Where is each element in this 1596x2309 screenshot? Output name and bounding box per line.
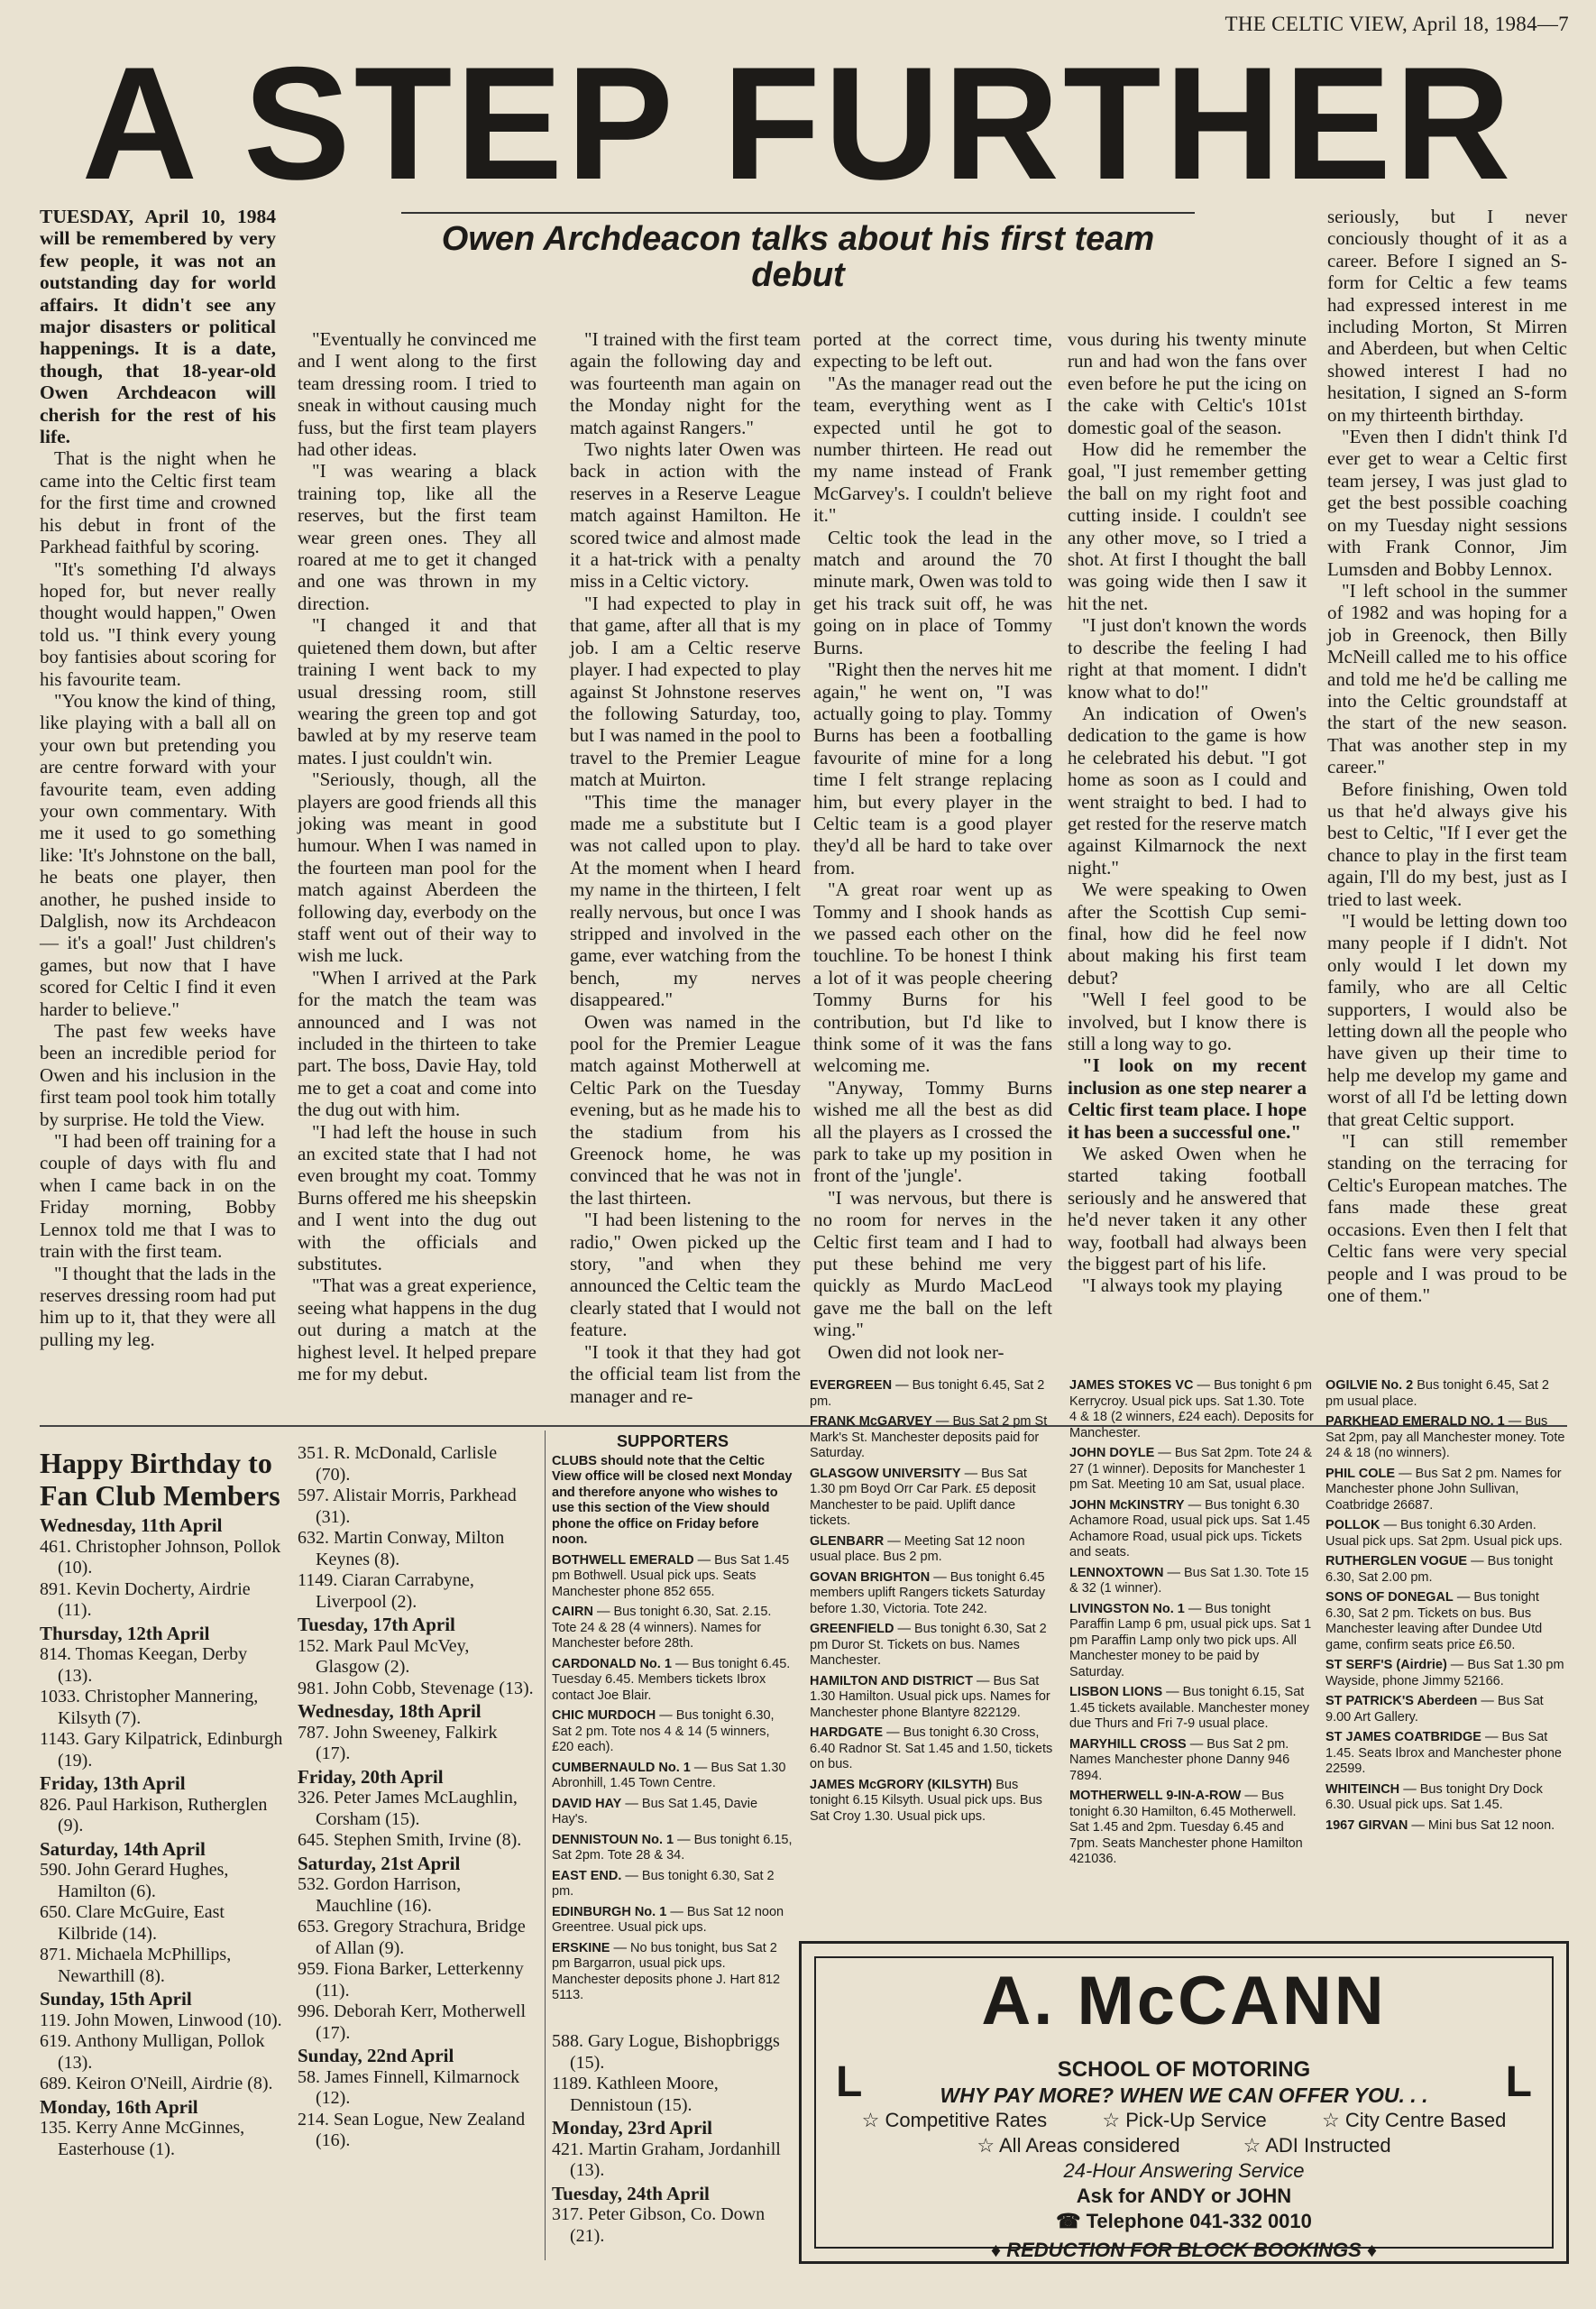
club-name: CARDONALD No. 1 [552,1656,672,1671]
birthday-entry: 1189. Kathleen Moore, Dennistoun (15). [552,2074,719,2115]
birthday-entry: 152. Mark Paul McVey, Glasgow (2). [298,1635,470,1677]
birthday-entry: 1143. Gary Kilpatrick, Edinburgh (19). [40,1729,283,1771]
club-notice: — Bus tonight 6.30 Achamore Road, usual pick ups. Sat 1.45 Achamore Road, usual pick ups. Tickets and seats. [1069,1497,1310,1559]
supporters-notice-item [552,1905,793,1936]
club-name: WHITEINCH [1325,1781,1400,1797]
birthday-date-heading: Thursday, 12th April [40,1622,210,1644]
birthday-entry: 135. Kerry Anne McGinnes, Easterhouse (1). [40,2118,245,2159]
article-paragraph: "When I arrived at the Park for the match the team was announced and I was not included in the thirteen to take part. The boss, Davie Hay, told me to get a coat and come into the dug out with him. [298,966,537,1121]
supporters-notice-item [1325,1590,1567,1653]
arrow-icon: ♦ [990,2239,1007,2261]
club-name: DENNISTOUN No. 1 [552,1832,674,1847]
club-name: PARKHEAD EMERALD NO. 1 [1325,1414,1505,1429]
article-paragraph: An indication of Owen's dedication to the game is how he celebrated his debut. "I got home as soon as I could and went straight to bed. I had to get rested for the reserve match against Kilmarnock the next night." [1068,702,1307,879]
article-paragraph: That is the night when he came into the Celtic first team for the first time and crowned his debut in front of the Parkhead faithful by scoring. [40,447,276,558]
supporters-notice-item [552,1869,793,1900]
article-paragraph: "I always took my playing [1082,1274,1283,1297]
club-notice: — Bus tonight 6.30, Sat. 2.15. Tote 24 & 28 (4 winners). Names for Manchester before 28th. [552,1605,772,1651]
club-name: ST JAMES COATBRIDGE [1325,1730,1481,1744]
birthday-column-a [40,1513,283,2160]
supporters-heading: SUPPORTERS [616,1432,729,1450]
supporters-notice-item [1069,1685,1315,1733]
article-paragraph: "I just don't known the words to describe the feeling I had right at that moment. I didn't know what to do!" [1068,614,1307,703]
supporters-notice-item [1069,1378,1315,1441]
advert-feature: ☆ Competitive Rates [861,2109,1048,2131]
birthday-entry: 588. Gary Logue, Bishopbriggs (15). [552,2031,780,2073]
club-name: JOHN McKINSTRY [1069,1497,1185,1513]
article-paragraph: "I was nervous, but there is no room for nerves in the Celtic first team and I had to put these behind me very quickly as Murdo MacLeod gave me the ball on the left wing." [813,1186,1052,1341]
club-notice: — Bus Sat 2 pm. Names Manchester phone Danny 946 7894. [1069,1736,1290,1783]
club-notice: — Bus tonight Dry Dock 6.30. Usual pick ups. Sat 1.45. [1325,1781,1543,1812]
club-notice: — Bus Sat 1.45. Seats Ibrox and Manchester phone 22599. [1325,1730,1562,1776]
article-paragraph: "I thought that the lads in the reserves dressing room had put him up to it, that they were all pulling my leg. [40,1262,276,1350]
article-column-1 [40,206,276,1350]
club-notice: — Bus Sat 2 pm. Names for Manchester phone John Sullivan, Coatbridge 26687. [1325,1466,1562,1513]
club-name: PHIL COLE [1325,1466,1396,1481]
article-paragraph: "I was wearing a black training top, like all the reserves, but the first team wear green ones. They all roared at me to get it changed and one was thrown in my direction. [298,460,537,614]
birthday-column-c [552,2031,793,2247]
supporters-notice-item [1069,1737,1315,1785]
supporters-notice-item [1325,1730,1567,1778]
article-paragraph: We were speaking to Owen after the Scottish Cup semi-final, how did he feel now about making his first team debut? [1068,879,1307,989]
supporters-notice-item [552,1605,793,1652]
article-paragraph: Celtic took the lead in the match and around the 70 minute mark, Owen was told to get his track suit off, he was going on in place of Tommy Burns. [813,526,1052,658]
club-name: GLENBARR [810,1533,885,1549]
club-name: JOHN DOYLE [1069,1446,1155,1460]
club-notice: — Bus tonight 6.30, Sat 2.00 pm. [1325,1554,1554,1585]
birthday-title: Happy Birthday to Fan Club Members [40,1447,280,1512]
birthday-date-heading: Saturday, 14th April [40,1837,206,1860]
subheadline: Owen Archdeacon talks about his first team debut [401,212,1195,293]
club-notice: — No bus tonight, bus Sat 2 pm Bargarron, usual pick ups. Manchester deposits phone J. Hart 812 5113. [552,1940,781,2002]
club-name: JAMES STOKES VC [1069,1378,1194,1393]
advert-name: A. McCANN [981,1963,1387,2039]
birthday-entry: 645. Stephen Smith, Irvine (8). [298,1830,522,1850]
advert-slogan: WHY PAY MORE? WHEN WE CAN OFFER YOU. . . [940,2084,1428,2107]
club-name: ERSKINE [552,1940,610,1955]
birthday-entry: 351. R. McDonald, Carlisle (70). [298,1443,498,1485]
birthday-date-heading: Sunday, 15th April [40,1988,192,2010]
advert-feature: ☆ Pick-Up Service [1102,2109,1267,2131]
club-notice: — Bus Sat 1.45 pm Bothwell. Usual pick ups. Seats Manchester phone 852 655. [552,1552,790,1599]
supporters-notice-item [1069,1498,1315,1561]
supporters-notice-item [1069,1789,1315,1868]
birthday-date-heading: Monday, 16th April [40,2095,198,2118]
article-paragraph: "I look on my recent inclusion as one step nearer a Celtic first team place. I hope it has been a successful one." [1068,1054,1307,1143]
supporters-notice: CLUBS should note that the Celtic View office will be closed next Monday and therefore anyone who wishes to use this section of the View should phone the office on Friday before noon. [552,1453,793,1547]
club-name: MARYHILL CROSS [1069,1736,1187,1752]
birthday-date-heading: Tuesday, 17th April [298,1614,455,1635]
article-column-4 [813,328,1052,1363]
article-paragraph: "I had been off training for a couple of days with flu and when I came back in on the Friday morning, Bobby Lennox told me that I was to train with the first team. [40,1130,276,1263]
birthday-entry: 597. Alistair Morris, Parkhead (31). [298,1486,517,1527]
supporters-notice-item [810,1674,1053,1722]
club-name: HAMILTON AND DISTRICT [810,1673,973,1688]
birthday-entry: 119. John Mowen, Linwood (10). [40,2010,282,2030]
club-name: MOTHERWELL 9-IN-A-ROW [1069,1789,1242,1803]
birthday-entry: 214. Sean Logue, New Zealand (16). [298,2109,526,2150]
club-notice: — Bus tonight 6.30, Sat 2 pm. Tickets on bus. Bus Manchester leaving after Dundee Utd game, confirm seats price £6.50. [1325,1590,1543,1652]
birthday-date-heading: Monday, 23rd April [552,2117,712,2139]
club-notice: — Bus Sat 2pm, pay all Manchester money. Tote 24 & 18 (no winners). [1325,1414,1565,1460]
supporters-notice-item [810,1467,1053,1530]
club-name: ST PATRICK'S Aberdeen [1325,1694,1478,1708]
birthday-entry: 787. John Sweeney, Falkirk (17). [298,1722,498,1763]
birthday-entry: 650. Clare McGuire, East Kilbride (14). [40,1902,225,1944]
supporters-notice-item [552,1797,793,1828]
article-paragraph: "Anyway, Tommy Burns wished me all the best as did all the players as I crossed the park to take up my position in front of the 'jungle'. [813,1076,1052,1187]
column-divider [545,1430,546,2260]
club-notice: — Bus tonight 6.30, Sat 2 pm Duror St. Tickets on bus. Names Manchester. [810,1622,1047,1668]
article-paragraph: Two nights later Owen was back in action with the reserves in a Reserve League match against Hamilton. He scored twice and almost made it a hat-trick with a penalty miss in a Celtic victory. [570,438,801,593]
club-name: EAST END. [552,1868,622,1883]
article-paragraph: "As the manager read out the team, everything went as I expected until he got to number thirteen. He read out my name instead of Frank McGarvey's. I couldn't believe it." [813,372,1052,527]
club-name: POLLOK [1325,1518,1380,1532]
supporters-notice-item [810,1378,1053,1410]
advert-feature: ☆ ADI Instructed [1243,2134,1391,2157]
supporters-notice-item [810,1534,1053,1566]
article-paragraph: "I left school in the summer of 1982 and was hoping for a job in Greenock, then Billy McNeill called me to his office and told me he'd be calling me into the Celtic groundstaff at the start of the new season. That was another step in my career." [1327,579,1567,778]
advert-service: 24-Hour Answering Service [1063,2159,1305,2182]
club-name: CUMBERNAULD No. 1 [552,1760,691,1775]
club-name: CAIRN [552,1605,593,1619]
birthday-entry: 532. Gordon Harrison, Mauchline (16). [298,1874,462,1916]
advert-feature: ☆ All Areas considered [977,2134,1180,2157]
article-paragraph: Owen was named in the pool for the Premier League match against Motherwell at Celtic Park on the Tuesday evening, but as he made his to the stadium from his Greenock home, he was convinced that he was not in the last thirteen. [570,1010,801,1209]
article-paragraph: ported at the correct time, expecting to be left out. [813,328,1052,373]
club-notice: — Bus Sat 12 noon Greentree. Usual pick ups. [552,1904,784,1935]
article-paragraph: "I had expected to play in that game, after all that is my job. I am a Celtic reserve player. I had expected to play against St Johnstone reserves the following Saturday, too, but I was named in the pool to travel to the Premier League match at Muirton. [570,592,801,791]
supporters-notice-item [1069,1602,1315,1681]
supporters-notice-item [552,1761,793,1792]
supporters-notice-item [810,1570,1053,1618]
article-paragraph: "I took it that they had got the official team list from the manager and re- [570,1340,801,1407]
supporters-column-b [810,1378,1053,1829]
supporters-notice-item [1069,1566,1315,1597]
club-name: GREENFIELD [810,1622,894,1636]
article-paragraph: "I can still remember standing on the terracing for Celtic's European matches. The fans made these great occasions. Even then I felt that Celtic fans were very special people and I was proud to be one of them." [1327,1130,1567,1306]
supporters-notice-item [1325,1658,1567,1689]
club-name: ST SERF'S (Airdrie) [1325,1658,1447,1672]
supporters-notice-item [552,1708,793,1756]
club-name: 1967 GIRVAN [1325,1817,1408,1833]
birthday-entry: 461. Christopher Johnson, Pollok (10). [40,1536,281,1578]
birthday-column-b [298,1443,534,2152]
club-notice: — Bus Sat 1.30. Tote 15 & 32 (1 winner). [1069,1565,1309,1596]
article-paragraph: "That was a great experience, seeing what happens in the dug out during a match at the highest level. It helped prepare me for my debut. [298,1274,537,1385]
supporters-notice-item [1069,1446,1315,1494]
club-name: HARDGATE [810,1725,884,1740]
club-name: GLASGOW UNIVERSITY [810,1466,961,1481]
club-name: DAVID HAY [552,1796,622,1811]
club-notice: — Bus Sat 1.30 Abronhill, 1.45 Town Centre. [552,1760,786,1790]
supporters-notice-item [1325,1378,1567,1410]
article-paragraph: seriously, but I never conciously thought of it as a career. Before I signed an S-form for Celtic a few teams had expressed interest in me including Morton, St Mirren and Aberdeen, but when Celtic showed interest I had no hesitation, I signed an S-form on my thirteenth birthday. [1327,206,1567,426]
birthday-entry: 959. Fiona Barker, Letterkenny (11). [298,1959,524,2001]
birthday-entry: 981. John Cobb, Stevenage (13). [298,1678,534,1698]
headline: A STEP FURTHER [81,33,1515,213]
club-notice: — Bus tonight 6.45 members uplift Rangers tickets Saturday before 1.30, Victoria. Tote 242. [810,1569,1046,1616]
birthday-date-heading: Wednesday, 18th April [298,1700,482,1722]
club-notice: — Bus tonight 6.30, Sat 2 pm. Tote nos 4 & 14 (5 winners, £20 each). [552,1708,775,1754]
club-notice: — Bus tonight 6 pm Kerrycroy. Usual pick ups. Sat 1.30. Tote 4 & 18 (2 winners, £24 each). Deposits for Manchester. [1069,1378,1314,1440]
club-notice: — Bus tonight 6.30 Cross, 6.40 Radnor St. Sat 1.45 and 1.50, tickets on bus. [810,1725,1053,1771]
birthday-entry: 814. Thomas Keegan, Derby (13). [40,1644,248,1686]
club-name: FRANK McGARVEY [810,1414,932,1429]
article-paragraph: "You know the kind of thing, like playing with a ball all on your own but pretending you are centre forward with your favourite team, even adding your own commentary. With me it used to go something like: 'It's Johnstone on the ball, he beats one player, then another, he pushed inside to Dalglish, now its Archdeacon — it's a goal!' Just children's games, but now that I have scored for Celtic I find it even harder to believe." [40,689,276,1020]
article-column-6 [1327,206,1567,1306]
club-name: RUTHERGLEN VOGUE [1325,1554,1468,1568]
article-paragraph: "It's something I'd always hoped for, but never really thought would happen," Owen told us. "I think every young boy fantisies about scoring for his favourite team. [40,557,276,690]
supporters-notice-item [552,1657,793,1705]
supporters-notice-item [1325,1518,1567,1550]
supporters-notice-item [810,1414,1053,1462]
club-name: SONS OF DONEGAL [1325,1590,1454,1605]
club-name: EVERGREEN [810,1378,893,1393]
article-paragraph: "I had been listening to the radio," Owen picked up the story, "and when they announced the Celtic team the clearly stated that I would not feature. [570,1209,801,1341]
supporters-notice-item [810,1725,1053,1773]
advert-reduction: ♦ REDUCTION FOR BLOCK BOOKINGS ♦ [990,2239,1378,2261]
club-notice: — Meeting Sat 12 noon usual place. Bus 2 pm. [810,1533,1025,1564]
birthday-entry: 632. Martin Conway, Milton Keynes (8). [298,1528,505,1569]
club-name: LENNOXTOWN [1069,1565,1164,1580]
club-name: GOVAN BRIGHTON [810,1569,931,1585]
birthday-entry: 871. Michaela McPhillips, Newarthill (8). [40,1945,232,1986]
club-notice: — Bus Sat 2pm. Tote 24 & 27 (1 winner). Deposits for Manchester 1 pm Sat. Meeting 10 am Sat, usual place. [1069,1446,1312,1492]
article-paragraph: The past few weeks have been an incredible period for Owen and his inclusion in the first team pool took him totally by surprise. He told the View. [40,1020,276,1130]
advert-school: SCHOOL OF MOTORING [1057,2057,1311,2082]
birthday-entry: 891. Kevin Docherty, Airdrie (11). [40,1578,251,1620]
club-notice: — Bus Sat 1.30 pm Boyd Orr Car Park. £5 deposit Manchester to be paid. Uplift dance tickets. [810,1466,1036,1528]
article-paragraph: Before finishing, Owen told us that he'd always give his best to Celtic, "If I ever get the chance to play in the first team again, I'll do my best, just as I tried to last week. [1327,777,1567,910]
birthday-entry: 590. John Gerard Hughes, Hamilton (6). [40,1860,229,1901]
club-notice: — Mini bus Sat 12 noon. [1408,1817,1555,1833]
club-name: CHIC MURDOCH [552,1708,656,1723]
club-name: JAMES McGRORY (KILSYTH) [810,1777,993,1792]
club-notice: Bus tonight 6.45, Sat 2 pm usual place. [1325,1378,1549,1409]
running-head: THE CELTIC VIEW, April 18, 1984—7 [1225,13,1569,35]
club-notice: — Bus Sat 1.30 Hamilton. Usual pick ups. Names for Manchester phone Blantyre 822129. [810,1673,1050,1720]
club-name: BOTHWELL EMERALD [552,1552,694,1568]
article-column-5 [1068,328,1307,1297]
article-paragraph: "I changed it and that quietened them down, but after training I went back to my usual dressing room, still wearing the green top and got bawled at by my reserve team mates. I just couldn't win. [298,614,537,768]
club-notice: — Bus tonight 6.30 Hamilton, 6.45 Motherwell. Sat 1.45 and 2pm. Tuesday 6.45 and 7pm. Seats Manchester phone Hamilton 421036. [1069,1789,1303,1866]
supporters-column-a [552,1434,793,2009]
birthday-entry: 653. Gregory Strachura, Bridge of Allan (9). [298,1917,526,1958]
birthday-entry: 317. Peter Gibson, Co. Down (21). [552,2204,766,2246]
club-name: LIVINGSTON No. 1 [1069,1601,1185,1616]
club-notice: — Bus tonight 6.45, Sat 2 pm. [810,1378,1045,1409]
article-paragraph: "Right then the nerves hit me again," he went on, "I was actually going to play. Tommy Burns has been a footballing favourite of mine for a long time I felt strange replacing him, but every player in the Celtic team is a good player they'd all be hard to take over from. [813,658,1052,879]
club-notice: — Bus tonight Paraffin Lamp 6 pm, usual pick ups. Sat 1 pm Paraffin Lamp only two pick ups. All Manchester money to be paid by Saturday. [1069,1601,1312,1679]
club-notice: — Bus tonight 6.45. Tuesday 6.45. Members tickets Ibrox contact Joe Blair. [552,1656,791,1703]
learner-plate-right: L [1505,2058,1532,2106]
birthday-date-heading: Saturday, 21st April [298,1852,461,1874]
club-name: OGILVIE No. 2 [1325,1378,1414,1393]
birthday-entry: 826. Paul Harkison, Rutherglen (9). [40,1794,268,1835]
club-notice: — Bus tonight 6.15, Sat 2pm. Tote 28 & 34. [552,1832,793,1863]
supporters-notice-item [1325,1818,1567,1835]
article-column-3 [570,328,801,1407]
club-notice: — Bus tonight 6.30 Arden. Usual pick ups. Sat 2pm. Usual pick ups. [1325,1518,1563,1549]
article-paragraph: Owen did not look ner- [828,1340,1004,1363]
article-paragraph: "This time the manager made me a substitute but I was not called upon to play. At the moment when I heard my name in the thirteen, I felt really nervous, but once I was stripped and involved in the game, ever watching from the bench, my nerves disappeared." [570,790,801,1011]
birthday-entry: 421. Martin Graham, Jordanhill (13). [552,2139,781,2180]
birthday-entry: 1149. Ciaran Carrabyne, Liverpool (2). [298,1570,474,1612]
advert-contact: Ask for ANDY or JOHN [1076,2185,1292,2207]
birthday-entry: 58. James Finnell, Kilmarnock (12). [298,2066,520,2108]
supporters-notice-item [552,1833,793,1864]
driving-school-advert [799,1941,1569,2264]
supporters-notice-item [1325,1694,1567,1725]
article-paragraph: How did he remember the goal, "I just remember getting the ball on my right foot and cutting inside. I couldn't see any other move, so I tried a shot. At first I thought the ball was going wide then I saw it hit the net. [1068,438,1307,614]
club-name: LISBON LIONS [1069,1685,1163,1699]
supporters-notice-item [810,1778,1053,1826]
learner-plate-left: L [836,2058,863,2106]
birthday-entry: 689. Keiron O'Neill, Airdrie (8). [40,2074,273,2093]
supporters-notice-item [1325,1414,1567,1462]
article-paragraph: "Eventually he convinced me and I went along to the first team dressing room. I tried to sneak in without causing much fuss, but the first team players had other ideas. [298,328,537,461]
birthday-date-heading: Tuesday, 24th April [552,2182,710,2204]
article-paragraph: "Even then I didn't think I'd ever get to wear a Celtic first team jersey, I was just glad to get the best possible coaching on my Tuesday night sessions with Frank Connor, Jim Lumsden and Bobby Lennox. [1327,426,1567,580]
article-paragraph: vous during his twenty minute run and had won the fans over even before he put the icing on the cake with Celtic's 101st domestic goal of the season. [1068,328,1307,438]
club-notice: — Bus tonight 6.30, Sat 2 pm. [552,1868,775,1899]
birthday-entry: 996. Deborah Kerr, Motherwell (17). [298,2001,527,2043]
article-paragraph: "Seriously, though, all the players are good friends all this joking was meant in good humour. When I was named in the fourteen man pool for the match against Aberdeen the following day, everbody on the staff went out of their way to wish me luck. [298,768,537,967]
birthday-date-heading: Wednesday, 11th April [40,1514,223,1536]
supporters-notice-item [1325,1554,1567,1586]
article-paragraph: "I would be letting down too many people if I didn't. Not only would I let down my family, who are all Celtic supporters, I would also be letting down all the people who have given up their time to help me develop my game and worst of all I'd be letting down that great Celtic support. [1327,910,1567,1130]
article-column-2 [298,328,537,1385]
birthday-date-heading: Friday, 13th April [40,1772,186,1794]
article-paragraph: We asked Owen when he started taking football seriously and he answered that he'd never taken it any other way, football had always been the biggest part of his life. [1068,1143,1307,1275]
supporters-notice-item [552,1941,793,2004]
club-notice: — Bus Sat 1.30 pm Wayside, phone Jimmy 52166. [1325,1658,1564,1688]
club-notice: — Bus tonight 6.15, Sat 1.45 tickets available. Manchester money due Thurs and Fri 7-9 usual place. [1069,1685,1309,1731]
club-name: EDINBURGH No. 1 [552,1904,667,1919]
birthday-date-heading: Sunday, 22nd April [298,2045,454,2066]
birthday-date-heading: Friday, 20th April [298,1765,444,1788]
club-notice: Bus tonight 6.15 Kilsyth. Usual pick ups. Bus Sat Croy 1.30. Usual pick ups. [810,1777,1042,1824]
supporters-column-c [1069,1378,1315,1872]
club-notice: — Bus Sat 1.45, Davie Hay's. [552,1796,758,1826]
supporters-notice-item [552,1553,793,1601]
article-paragraph: "I had left the house in such an excited state that I had not even brought my coat. Tommy Burns offered me his sheepskin and I went into the dug out with the officials and substitutes. [298,1120,537,1275]
birthday-entry: 1033. Christopher Mannering, Kilsyth (7). [40,1687,259,1728]
supporters-column-d [1325,1378,1567,1838]
club-notice: — Bus Sat 2 pm St Mark's St. Manchester deposits paid for Saturday. [810,1414,1048,1460]
supporters-notice-item [1325,1782,1567,1814]
article-paragraph: TUESDAY, April 10, 1984 will be remembered by very few people, it was not an outstanding day for world affairs. It didn't see any major disasters or political happenings. It is a date, though, that 18-year-old Owen Archdeacon will cherish for the rest of his life. [40,206,276,448]
supporters-notice-item [810,1622,1053,1670]
article-paragraph: "I trained with the first team again the following day and was fourteenth man again on the Monday night for the match against Rangers." [570,328,801,438]
article-paragraph: "A great roar went up as Tommy and I shook hands as we passed each other on the touchline. To be honest I think a lot of it was people cheering Tommy Burns for his contribution, but I'd like to think some of it was the fans welcoming me. [813,879,1052,1077]
club-notice: — Bus Sat 9.00 Art Gallery. [1325,1694,1544,1725]
arrow-icon: ♦ [1361,2239,1378,2261]
article-paragraph: "Well I feel good to be involved, but I know there is still a long way to go. [1068,989,1307,1054]
supporters-notice-item [1325,1467,1567,1514]
birthday-entry: 619. Anthony Mulligan, Pollok (13). [40,2031,265,2073]
birthday-entry: 326. Peter James McLaughlin, Corsham (15). [298,1788,518,1829]
advert-phone: ☎ Telephone 041-332 0010 [1056,2210,1312,2232]
advert-feature: ☆ City Centre Based [1321,2109,1507,2131]
